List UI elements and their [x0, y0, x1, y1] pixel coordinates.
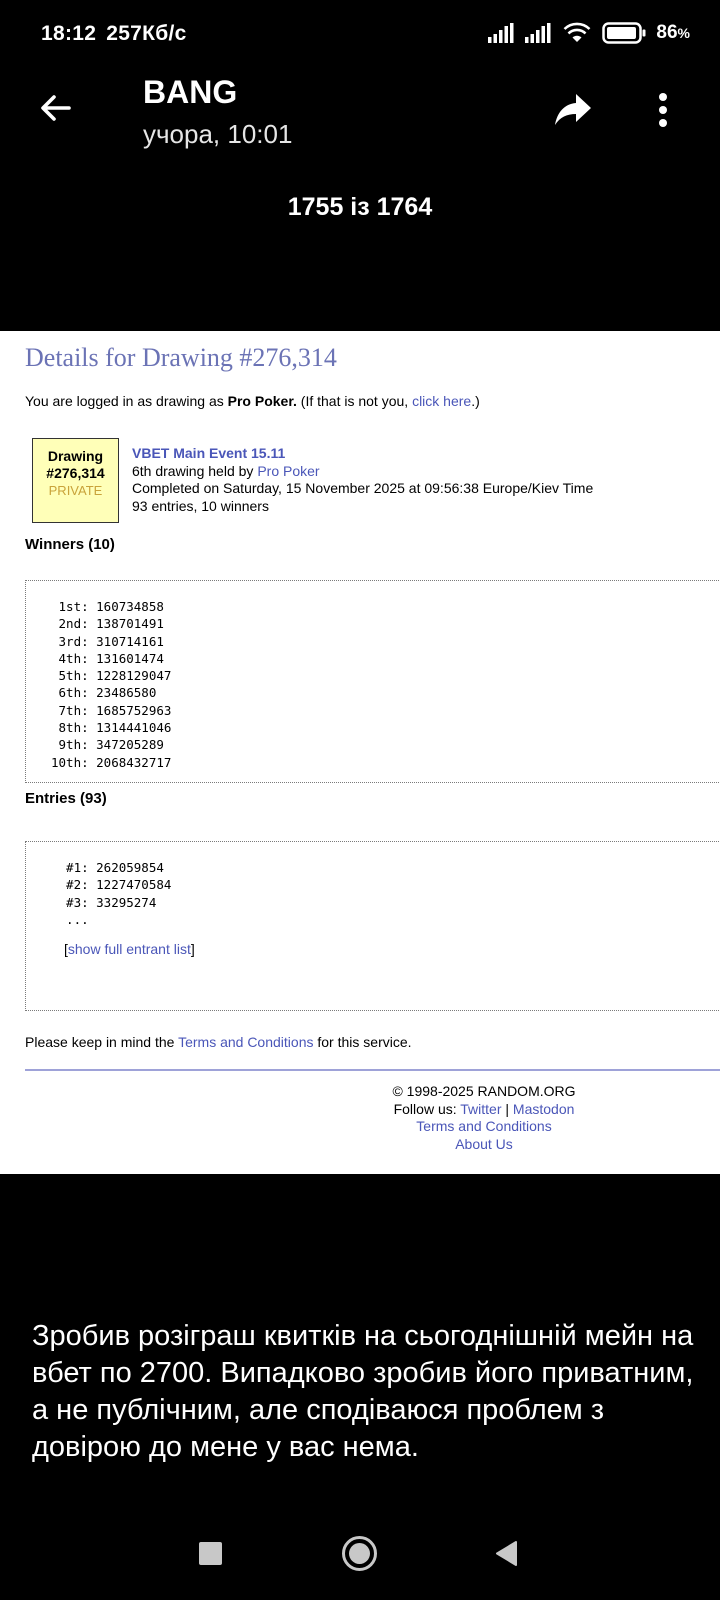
follow-label: Follow us:: [393, 1100, 461, 1117]
terms-notice: [25, 1034, 412, 1050]
battery-percent: [656, 22, 690, 44]
winner-row: 10th: 2068432717: [51, 754, 172, 770]
click-here-link[interactable]: click here: [412, 393, 472, 409]
twitter-link[interactable]: Twitter: [460, 1100, 502, 1117]
login-middle: (If that is not you,: [296, 393, 413, 409]
notice-prefix: Please keep in mind the: [25, 1034, 179, 1050]
counts-line: 93 entries, 10 winners: [132, 497, 269, 514]
nav-back-icon[interactable]: [494, 1540, 518, 1567]
image-counter: 1755 із 1764: [287, 193, 433, 221]
signal-icon: [488, 23, 515, 43]
winner-row: 5th: 1228129047: [51, 668, 172, 684]
winner-row: 9th: 347205289: [51, 737, 164, 753]
winner-row: 3rd: 310714161: [51, 633, 164, 649]
about-us-link[interactable]: About Us: [455, 1135, 513, 1152]
sender-name: BANG: [143, 74, 238, 110]
entries-box: [25, 841, 720, 1011]
wifi-icon: [562, 22, 592, 44]
winner-row: 8th: 1314441046: [51, 720, 172, 736]
status-time: 18:12: [41, 22, 97, 45]
entry-row: #1: 262059854: [51, 860, 164, 875]
winners-heading: Winners (10): [25, 536, 115, 553]
bracket-close: ]: [190, 941, 195, 958]
bracket-open: [: [64, 941, 68, 958]
winner-row: 6th: 23486580: [51, 685, 157, 701]
status-right: [488, 22, 690, 44]
share-icon[interactable]: [553, 92, 593, 128]
attached-screenshot: [0, 331, 720, 1174]
held-prefix: 6th drawing held by: [132, 462, 258, 479]
held-by-line: [132, 463, 593, 481]
page-title: Details for Drawing #276,314: [25, 343, 337, 372]
entry-row: #3: 33295274: [51, 894, 157, 910]
footer-divider: [25, 1069, 720, 1071]
battery-unit: %: [677, 25, 690, 41]
network-speed: 257Кб/с: [106, 22, 187, 45]
copyright: © 1998-2025 RANDOM.ORG: [392, 1083, 576, 1099]
recents-icon[interactable]: [199, 1542, 222, 1565]
completed-line: Completed on Saturday, 15 November 2025 at 09:56:38 Europe/Kiev Time: [132, 480, 594, 496]
badge-number: #276,314: [46, 465, 105, 481]
more-vert-icon[interactable]: [655, 92, 671, 128]
badge-private: PRIVATE: [48, 483, 103, 498]
footer-terms-link[interactable]: Terms and Conditions: [416, 1118, 552, 1134]
follow-line: [384, 1101, 584, 1119]
terms-link[interactable]: Terms and Conditions: [178, 1034, 314, 1050]
login-prefix: You are logged in as drawing as: [25, 393, 228, 409]
mastodon-link[interactable]: Mastodon: [512, 1100, 575, 1117]
battery-value: 86: [656, 22, 678, 43]
winners-box: [25, 580, 720, 783]
event-name-link[interactable]: VBET Main Event 15.11: [132, 445, 286, 461]
drawing-badge: [32, 438, 119, 523]
separator: |: [501, 1100, 513, 1117]
full-list-line: [64, 941, 720, 957]
drawing-info: [132, 445, 593, 515]
winner-row: 1st: 160734858: [51, 599, 164, 614]
status-bar: [0, 0, 720, 72]
battery-icon: [602, 22, 646, 44]
badge-label: Drawing: [47, 448, 104, 464]
organizer-link[interactable]: Pro Poker: [257, 462, 320, 479]
signal-icon: [525, 23, 552, 43]
login-suffix: .): [471, 393, 480, 409]
winner-row: 4th: 131601474: [51, 650, 164, 666]
entry-row: #2: 1227470584: [51, 877, 172, 893]
winner-row: 7th: 1685752963: [51, 702, 172, 718]
caption-fade: [0, 1472, 720, 1512]
back-arrow-icon[interactable]: [36, 88, 76, 128]
show-full-list-link[interactable]: show full entrant list: [67, 941, 191, 958]
status-left: [41, 22, 197, 46]
entries-heading: Entries (93): [25, 790, 107, 807]
winner-row: 2nd: 138701491: [51, 616, 164, 632]
message-caption: Зробив розіграш квитків на сьогоднішній мейн на вбет по 2700. Випадково зробив його приватним, а не публічним, але сподіваюся проблем з довірою до мене у вас нема.: [32, 1320, 694, 1463]
login-user: Pro Poker.: [227, 393, 297, 409]
notice-suffix: for this service.: [313, 1034, 412, 1050]
site-footer: [384, 1083, 584, 1153]
entry-row: ...: [51, 911, 89, 927]
home-icon[interactable]: [341, 1535, 378, 1572]
sent-time: учора, 10:01: [143, 119, 293, 149]
login-line: [25, 393, 480, 409]
